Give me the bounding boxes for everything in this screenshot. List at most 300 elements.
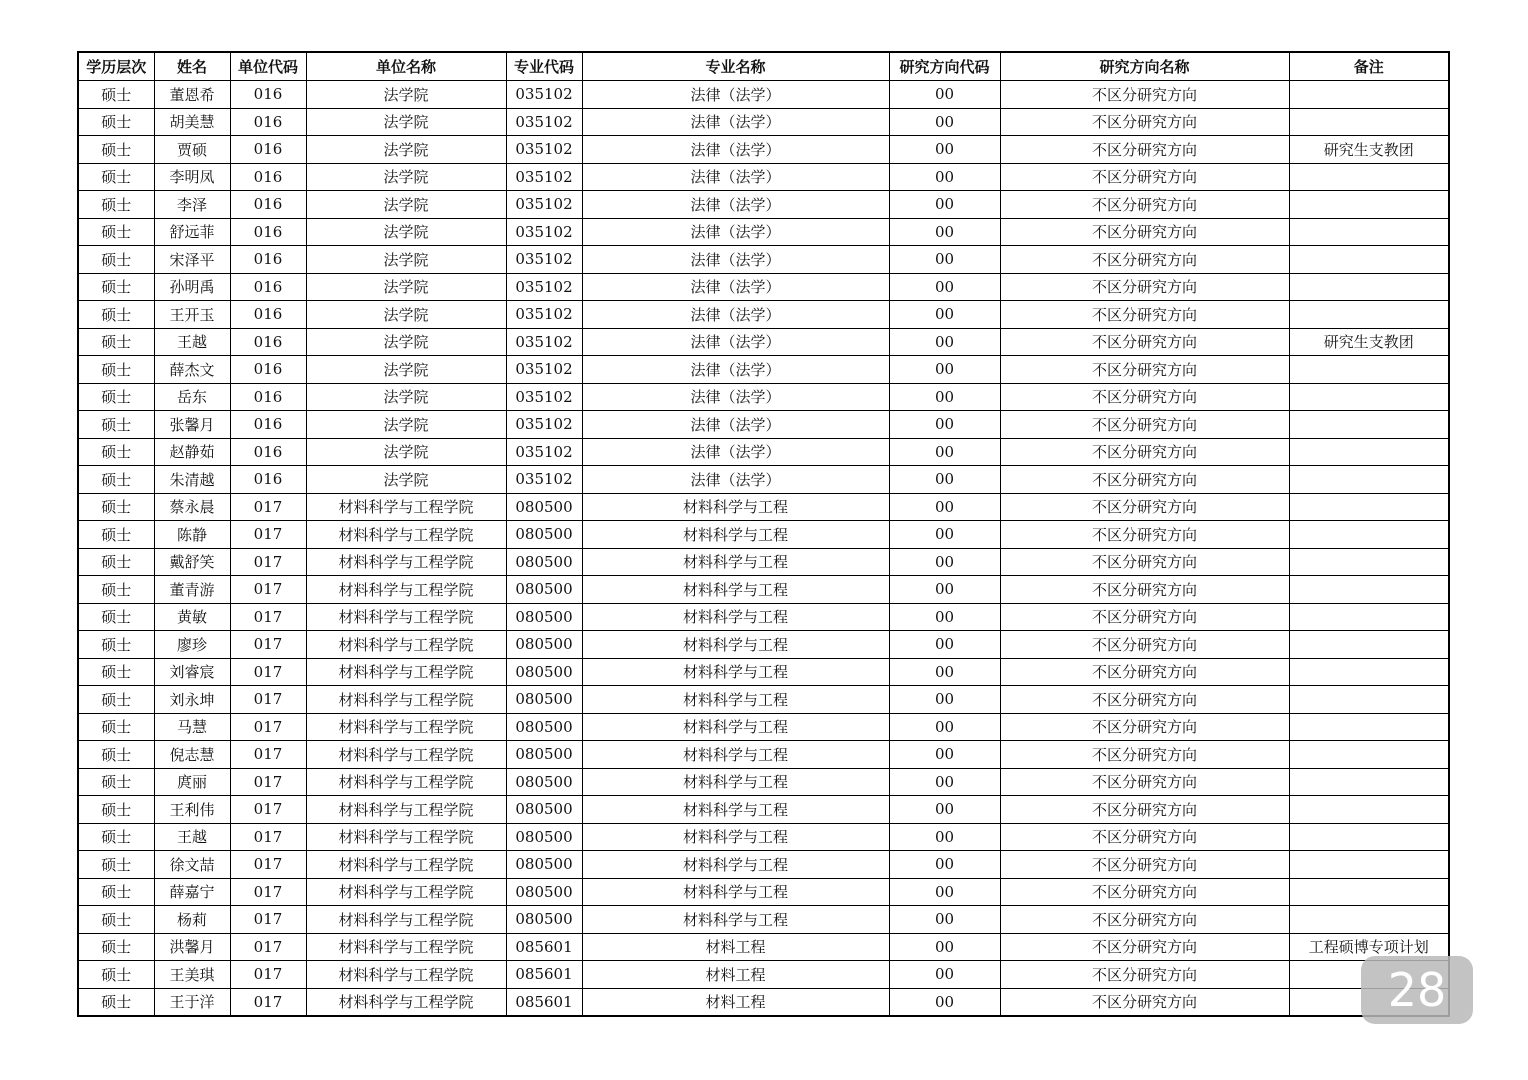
cell-unit-code: 016	[230, 136, 306, 164]
cell-unit-name: 材料科学与工程学院	[306, 631, 506, 659]
cell-name: 王越	[154, 823, 230, 851]
cell-name: 刘睿宸	[154, 658, 230, 686]
cell-unit-name: 法学院	[306, 383, 506, 411]
cell-unit-name: 法学院	[306, 218, 506, 246]
cell-direction-name: 不区分研究方向	[1000, 713, 1289, 741]
cell-degree-level: 硕士	[78, 136, 154, 164]
cell-direction-name: 不区分研究方向	[1000, 301, 1289, 329]
cell-degree-level: 硕士	[78, 741, 154, 769]
cell-direction-name: 不区分研究方向	[1000, 988, 1289, 1016]
cell-unit-name: 法学院	[306, 81, 506, 109]
table-row	[78, 191, 1449, 219]
cell-remarks	[1289, 218, 1449, 246]
table-row	[78, 768, 1449, 796]
cell-degree-level: 硕士	[78, 823, 154, 851]
table-row	[78, 328, 1449, 356]
cell-unit-name: 材料科学与工程学院	[306, 576, 506, 604]
table-row	[78, 576, 1449, 604]
cell-unit-name: 法学院	[306, 108, 506, 136]
cell-degree-level: 硕士	[78, 466, 154, 494]
cell-major-code: 035102	[506, 356, 582, 384]
cell-unit-code: 016	[230, 218, 306, 246]
cell-major-name: 材料科学与工程	[582, 576, 889, 604]
cell-unit-code: 017	[230, 878, 306, 906]
cell-name: 王利伟	[154, 796, 230, 824]
cell-major-code: 035102	[506, 191, 582, 219]
cell-name: 岳东	[154, 383, 230, 411]
cell-degree-level: 硕士	[78, 411, 154, 439]
cell-remarks	[1289, 741, 1449, 769]
cell-unit-name: 材料科学与工程学院	[306, 933, 506, 961]
cell-name: 胡美慧	[154, 108, 230, 136]
cell-unit-code: 016	[230, 356, 306, 384]
cell-degree-level: 硕士	[78, 246, 154, 274]
admission-list-table	[77, 51, 1450, 1017]
cell-major-code: 080500	[506, 741, 582, 769]
cell-degree-level: 硕士	[78, 988, 154, 1016]
cell-major-name: 法律（法学）	[582, 328, 889, 356]
cell-direction-code: 00	[889, 713, 1000, 741]
cell-name: 庹丽	[154, 768, 230, 796]
cell-major-code: 080500	[506, 768, 582, 796]
cell-unit-name: 材料科学与工程学院	[306, 961, 506, 989]
cell-major-name: 材料科学与工程	[582, 823, 889, 851]
cell-unit-name: 材料科学与工程学院	[306, 988, 506, 1016]
cell-unit-code: 016	[230, 383, 306, 411]
cell-name: 王开玉	[154, 301, 230, 329]
cell-unit-code: 016	[230, 328, 306, 356]
cell-major-code: 035102	[506, 383, 582, 411]
cell-direction-name: 不区分研究方向	[1000, 906, 1289, 934]
table-row	[78, 713, 1449, 741]
cell-direction-code: 00	[889, 548, 1000, 576]
cell-remarks	[1289, 438, 1449, 466]
cell-remarks	[1289, 356, 1449, 384]
cell-direction-code: 00	[889, 493, 1000, 521]
cell-major-code: 080500	[506, 796, 582, 824]
cell-major-code: 035102	[506, 136, 582, 164]
cell-unit-name: 法学院	[306, 411, 506, 439]
cell-major-name: 法律（法学）	[582, 81, 889, 109]
cell-unit-name: 材料科学与工程学院	[306, 686, 506, 714]
cell-major-name: 材料科学与工程	[582, 548, 889, 576]
table-row	[78, 521, 1449, 549]
cell-degree-level: 硕士	[78, 961, 154, 989]
cell-major-name: 法律（法学）	[582, 411, 889, 439]
cell-unit-code: 016	[230, 273, 306, 301]
table-row	[78, 466, 1449, 494]
cell-unit-name: 材料科学与工程学院	[306, 851, 506, 879]
cell-unit-code: 016	[230, 411, 306, 439]
table-row	[78, 383, 1449, 411]
cell-major-name: 法律（法学）	[582, 383, 889, 411]
cell-major-code: 035102	[506, 246, 582, 274]
cell-unit-code: 017	[230, 548, 306, 576]
cell-unit-code: 017	[230, 521, 306, 549]
cell-direction-code: 00	[889, 851, 1000, 879]
cell-remarks: 研究生支教团	[1289, 328, 1449, 356]
cell-unit-code: 016	[230, 81, 306, 109]
cell-direction-name: 不区分研究方向	[1000, 273, 1289, 301]
cell-direction-name: 不区分研究方向	[1000, 631, 1289, 659]
cell-major-code: 080500	[506, 906, 582, 934]
table-row	[78, 108, 1449, 136]
table-row	[78, 851, 1449, 879]
cell-major-name: 材料科学与工程	[582, 796, 889, 824]
cell-direction-name: 不区分研究方向	[1000, 686, 1289, 714]
cell-direction-code: 00	[889, 603, 1000, 631]
cell-name: 马慧	[154, 713, 230, 741]
cell-major-name: 材料科学与工程	[582, 768, 889, 796]
cell-unit-name: 法学院	[306, 191, 506, 219]
cell-remarks	[1289, 246, 1449, 274]
cell-remarks	[1289, 108, 1449, 136]
cell-major-code: 080500	[506, 631, 582, 659]
cell-remarks: 工程硕博专项计划	[1289, 933, 1449, 961]
cell-unit-code: 017	[230, 603, 306, 631]
cell-name: 张馨月	[154, 411, 230, 439]
table-row	[78, 301, 1449, 329]
cell-remarks	[1289, 466, 1449, 494]
cell-degree-level: 硕士	[78, 521, 154, 549]
cell-major-name: 材料科学与工程	[582, 493, 889, 521]
cell-remarks	[1289, 273, 1449, 301]
cell-major-code: 080500	[506, 603, 582, 631]
cell-direction-code: 00	[889, 108, 1000, 136]
cell-degree-level: 硕士	[78, 493, 154, 521]
cell-degree-level: 硕士	[78, 631, 154, 659]
cell-unit-code: 017	[230, 906, 306, 934]
cell-remarks	[1289, 383, 1449, 411]
cell-unit-code: 016	[230, 466, 306, 494]
table-row	[78, 81, 1449, 109]
cell-unit-name: 材料科学与工程学院	[306, 906, 506, 934]
cell-direction-code: 00	[889, 521, 1000, 549]
cell-major-name: 材料科学与工程	[582, 851, 889, 879]
cell-unit-code: 016	[230, 108, 306, 136]
cell-direction-name: 不区分研究方向	[1000, 933, 1289, 961]
cell-unit-name: 法学院	[306, 163, 506, 191]
cell-unit-code: 016	[230, 301, 306, 329]
cell-direction-code: 00	[889, 328, 1000, 356]
cell-remarks	[1289, 301, 1449, 329]
cell-major-code: 035102	[506, 108, 582, 136]
cell-direction-name: 不区分研究方向	[1000, 466, 1289, 494]
cell-name: 杨莉	[154, 906, 230, 934]
cell-major-code: 085601	[506, 933, 582, 961]
cell-major-name: 法律（法学）	[582, 136, 889, 164]
header-unit-name: 单位名称	[306, 52, 506, 81]
cell-direction-name: 不区分研究方向	[1000, 191, 1289, 219]
cell-name: 王于洋	[154, 988, 230, 1016]
table-row	[78, 741, 1449, 769]
cell-degree-level: 硕士	[78, 603, 154, 631]
cell-direction-name: 不区分研究方向	[1000, 411, 1289, 439]
header-direction-code: 研究方向代码	[889, 52, 1000, 81]
cell-degree-level: 硕士	[78, 906, 154, 934]
cell-direction-name: 不区分研究方向	[1000, 878, 1289, 906]
cell-major-code: 080500	[506, 658, 582, 686]
cell-unit-code: 017	[230, 796, 306, 824]
cell-degree-level: 硕士	[78, 383, 154, 411]
cell-name: 舒远菲	[154, 218, 230, 246]
cell-degree-level: 硕士	[78, 356, 154, 384]
cell-remarks	[1289, 906, 1449, 934]
table-row	[78, 163, 1449, 191]
table-row	[78, 438, 1449, 466]
cell-name: 薛嘉宁	[154, 878, 230, 906]
cell-direction-name: 不区分研究方向	[1000, 108, 1289, 136]
cell-unit-name: 材料科学与工程学院	[306, 548, 506, 576]
cell-remarks	[1289, 851, 1449, 879]
cell-remarks	[1289, 411, 1449, 439]
table-row	[78, 686, 1449, 714]
cell-major-name: 材料科学与工程	[582, 631, 889, 659]
cell-direction-code: 00	[889, 136, 1000, 164]
cell-direction-code: 00	[889, 356, 1000, 384]
cell-direction-code: 00	[889, 768, 1000, 796]
cell-unit-name: 材料科学与工程学院	[306, 521, 506, 549]
cell-unit-code: 016	[230, 246, 306, 274]
cell-name: 徐文喆	[154, 851, 230, 879]
cell-direction-name: 不区分研究方向	[1000, 603, 1289, 631]
cell-direction-code: 00	[889, 218, 1000, 246]
cell-unit-name: 法学院	[306, 328, 506, 356]
cell-remarks	[1289, 713, 1449, 741]
cell-remarks	[1289, 823, 1449, 851]
cell-direction-code: 00	[889, 383, 1000, 411]
cell-name: 黄敏	[154, 603, 230, 631]
cell-major-name: 法律（法学）	[582, 438, 889, 466]
cell-major-code: 080500	[506, 548, 582, 576]
cell-major-code: 035102	[506, 411, 582, 439]
cell-direction-code: 00	[889, 163, 1000, 191]
cell-major-name: 法律（法学）	[582, 301, 889, 329]
cell-major-name: 材料工程	[582, 988, 889, 1016]
cell-name: 董恩希	[154, 81, 230, 109]
header-degree-level: 学历层次	[78, 52, 154, 81]
cell-unit-name: 材料科学与工程学院	[306, 493, 506, 521]
cell-degree-level: 硕士	[78, 438, 154, 466]
cell-name: 董青游	[154, 576, 230, 604]
page-number-badge: 28	[1361, 956, 1473, 1024]
cell-unit-name: 法学院	[306, 136, 506, 164]
cell-unit-code: 017	[230, 741, 306, 769]
table-row	[78, 906, 1449, 934]
cell-remarks	[1289, 631, 1449, 659]
cell-major-code: 035102	[506, 301, 582, 329]
cell-name: 陈静	[154, 521, 230, 549]
table-row	[78, 603, 1449, 631]
cell-major-code: 035102	[506, 328, 582, 356]
cell-direction-code: 00	[889, 878, 1000, 906]
cell-unit-name: 材料科学与工程学院	[306, 768, 506, 796]
cell-direction-code: 00	[889, 466, 1000, 494]
cell-major-name: 材料工程	[582, 961, 889, 989]
cell-unit-name: 材料科学与工程学院	[306, 713, 506, 741]
cell-direction-name: 不区分研究方向	[1000, 768, 1289, 796]
cell-major-code: 085601	[506, 961, 582, 989]
cell-degree-level: 硕士	[78, 328, 154, 356]
cell-direction-name: 不区分研究方向	[1000, 81, 1289, 109]
cell-direction-name: 不区分研究方向	[1000, 218, 1289, 246]
cell-direction-code: 00	[889, 191, 1000, 219]
table-row	[78, 631, 1449, 659]
cell-unit-code: 017	[230, 933, 306, 961]
table-row	[78, 548, 1449, 576]
cell-degree-level: 硕士	[78, 301, 154, 329]
cell-degree-level: 硕士	[78, 576, 154, 604]
cell-unit-name: 法学院	[306, 301, 506, 329]
cell-major-name: 材料科学与工程	[582, 521, 889, 549]
cell-unit-code: 017	[230, 576, 306, 604]
cell-direction-name: 不区分研究方向	[1000, 493, 1289, 521]
cell-major-code: 080500	[506, 521, 582, 549]
cell-direction-name: 不区分研究方向	[1000, 548, 1289, 576]
table-row	[78, 933, 1449, 961]
cell-unit-name: 材料科学与工程学院	[306, 658, 506, 686]
header-row	[78, 52, 1449, 81]
cell-major-name: 材料科学与工程	[582, 741, 889, 769]
cell-major-code: 080500	[506, 851, 582, 879]
cell-degree-level: 硕士	[78, 108, 154, 136]
cell-direction-code: 00	[889, 411, 1000, 439]
cell-remarks	[1289, 191, 1449, 219]
cell-direction-code: 00	[889, 961, 1000, 989]
cell-direction-name: 不区分研究方向	[1000, 163, 1289, 191]
cell-name: 宋泽平	[154, 246, 230, 274]
cell-direction-name: 不区分研究方向	[1000, 576, 1289, 604]
cell-remarks	[1289, 493, 1449, 521]
cell-direction-code: 00	[889, 796, 1000, 824]
cell-name: 李明凤	[154, 163, 230, 191]
cell-unit-code: 017	[230, 658, 306, 686]
cell-degree-level: 硕士	[78, 851, 154, 879]
cell-name: 蔡永晨	[154, 493, 230, 521]
cell-major-name: 材料科学与工程	[582, 878, 889, 906]
cell-major-name: 材料工程	[582, 933, 889, 961]
cell-direction-code: 00	[889, 906, 1000, 934]
cell-remarks	[1289, 576, 1449, 604]
cell-unit-name: 法学院	[306, 438, 506, 466]
cell-direction-name: 不区分研究方向	[1000, 796, 1289, 824]
cell-major-name: 材料科学与工程	[582, 603, 889, 631]
cell-direction-name: 不区分研究方向	[1000, 823, 1289, 851]
cell-major-name: 法律（法学）	[582, 191, 889, 219]
cell-degree-level: 硕士	[78, 768, 154, 796]
cell-direction-code: 00	[889, 933, 1000, 961]
cell-degree-level: 硕士	[78, 273, 154, 301]
cell-degree-level: 硕士	[78, 81, 154, 109]
cell-unit-name: 法学院	[306, 356, 506, 384]
cell-remarks	[1289, 658, 1449, 686]
cell-remarks	[1289, 521, 1449, 549]
cell-direction-name: 不区分研究方向	[1000, 246, 1289, 274]
cell-unit-name: 材料科学与工程学院	[306, 741, 506, 769]
cell-direction-name: 不区分研究方向	[1000, 328, 1289, 356]
cell-direction-code: 00	[889, 81, 1000, 109]
cell-remarks	[1289, 603, 1449, 631]
cell-direction-code: 00	[889, 988, 1000, 1016]
cell-unit-code: 017	[230, 988, 306, 1016]
cell-name: 倪志慧	[154, 741, 230, 769]
cell-degree-level: 硕士	[78, 933, 154, 961]
cell-major-name: 法律（法学）	[582, 163, 889, 191]
cell-direction-name: 不区分研究方向	[1000, 961, 1289, 989]
cell-degree-level: 硕士	[78, 713, 154, 741]
cell-direction-name: 不区分研究方向	[1000, 356, 1289, 384]
cell-degree-level: 硕士	[78, 163, 154, 191]
cell-unit-code: 017	[230, 823, 306, 851]
cell-direction-code: 00	[889, 301, 1000, 329]
cell-major-name: 法律（法学）	[582, 273, 889, 301]
cell-unit-code: 016	[230, 191, 306, 219]
cell-unit-name: 材料科学与工程学院	[306, 878, 506, 906]
cell-major-code: 080500	[506, 686, 582, 714]
cell-name: 王美琪	[154, 961, 230, 989]
cell-direction-code: 00	[889, 631, 1000, 659]
cell-major-code: 080500	[506, 878, 582, 906]
cell-direction-name: 不区分研究方向	[1000, 658, 1289, 686]
cell-degree-level: 硕士	[78, 548, 154, 576]
cell-major-code: 085601	[506, 988, 582, 1016]
cell-unit-code: 016	[230, 163, 306, 191]
cell-degree-level: 硕士	[78, 796, 154, 824]
table-row	[78, 988, 1449, 1016]
cell-unit-name: 材料科学与工程学院	[306, 796, 506, 824]
table-row	[78, 246, 1449, 274]
cell-unit-name: 材料科学与工程学院	[306, 603, 506, 631]
cell-direction-name: 不区分研究方向	[1000, 383, 1289, 411]
cell-remarks	[1289, 81, 1449, 109]
cell-direction-name: 不区分研究方向	[1000, 438, 1289, 466]
cell-unit-code: 017	[230, 851, 306, 879]
cell-name: 廖珍	[154, 631, 230, 659]
table-row	[78, 493, 1449, 521]
table-row	[78, 823, 1449, 851]
cell-name: 朱清越	[154, 466, 230, 494]
header-major-name: 专业名称	[582, 52, 889, 81]
cell-direction-code: 00	[889, 658, 1000, 686]
cell-unit-code: 017	[230, 493, 306, 521]
cell-name: 薛杰文	[154, 356, 230, 384]
cell-name: 戴舒笑	[154, 548, 230, 576]
table-body	[78, 81, 1449, 1017]
cell-direction-code: 00	[889, 823, 1000, 851]
table-header	[78, 52, 1449, 81]
cell-degree-level: 硕士	[78, 686, 154, 714]
table-row	[78, 411, 1449, 439]
cell-direction-code: 00	[889, 438, 1000, 466]
cell-major-code: 035102	[506, 273, 582, 301]
cell-major-name: 法律（法学）	[582, 108, 889, 136]
cell-degree-level: 硕士	[78, 218, 154, 246]
cell-major-code: 080500	[506, 493, 582, 521]
table-row	[78, 658, 1449, 686]
header-unit-code: 单位代码	[230, 52, 306, 81]
cell-remarks	[1289, 768, 1449, 796]
table-row	[78, 961, 1449, 989]
cell-direction-code: 00	[889, 273, 1000, 301]
cell-major-code: 080500	[506, 713, 582, 741]
cell-major-code: 035102	[506, 163, 582, 191]
cell-unit-name: 法学院	[306, 466, 506, 494]
header-remarks: 备注	[1289, 52, 1449, 81]
cell-unit-code: 017	[230, 713, 306, 741]
header-major-code: 专业代码	[506, 52, 582, 81]
table-row	[78, 218, 1449, 246]
cell-unit-code: 016	[230, 438, 306, 466]
